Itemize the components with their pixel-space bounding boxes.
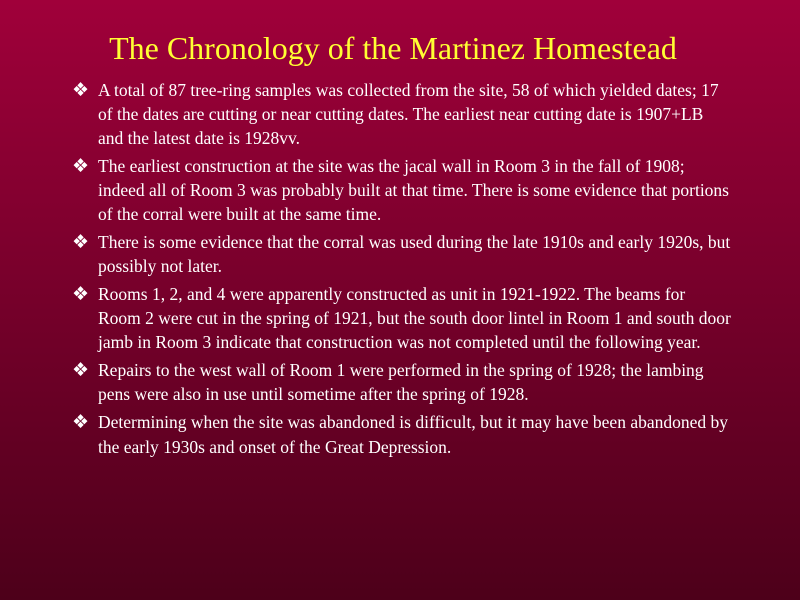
bullet-list [72, 78, 732, 464]
diamond-bullet-icon: ❖ [72, 359, 90, 381]
bullet-item [72, 78, 732, 150]
bullet-item [72, 282, 732, 354]
bullet-text: There is some evidence that the corral was used during the late 1910s and early 1920s, but possibly not later. [98, 232, 731, 276]
bullet-item [72, 154, 732, 226]
diamond-bullet-icon: ❖ [72, 411, 90, 433]
bullet-text: The earliest construction at the site was the jacal wall in Room 3 in the fall of 1908; indeed all of Room 3 was probably built at that time. There is some evidence that portions of the corral were built at the same time. [98, 156, 729, 224]
bullet-text: Determining when the site was abandoned is difficult, but it may have been abandoned by the early 1930s and onset of the Great Depression. [98, 412, 728, 457]
diamond-bullet-icon: ❖ [72, 231, 90, 253]
bullet-item [72, 230, 732, 278]
diamond-bullet-icon: ❖ [72, 283, 90, 305]
slide-title: The Chronology of the Martinez Homestead [109, 30, 677, 66]
bullet-text: Repairs to the west wall of Room 1 were performed in the spring of 1928; the lambing pens were also in use until sometime after the spring of 1928. [98, 360, 704, 404]
bullet-item [72, 410, 732, 460]
diamond-bullet-icon: ❖ [72, 79, 90, 101]
bullet-text: A total of 87 tree-ring samples was collected from the site, 58 of which yielded dates; 17 of the dates are cutting or near cutting dates. The earliest near cutting date is 1907+LB and the latest date is 1928vv. [98, 80, 719, 148]
bullet-text: Rooms 1, 2, and 4 were apparently constructed as unit in 1921-1922. The beams for Room 2 were cut in the spring of 1921, but the south door lintel in Room 1 and south door jamb in Room 3 indicate that construction was not completed until the following year. [98, 284, 731, 352]
diamond-bullet-icon: ❖ [72, 155, 90, 177]
bullet-item [72, 358, 732, 406]
